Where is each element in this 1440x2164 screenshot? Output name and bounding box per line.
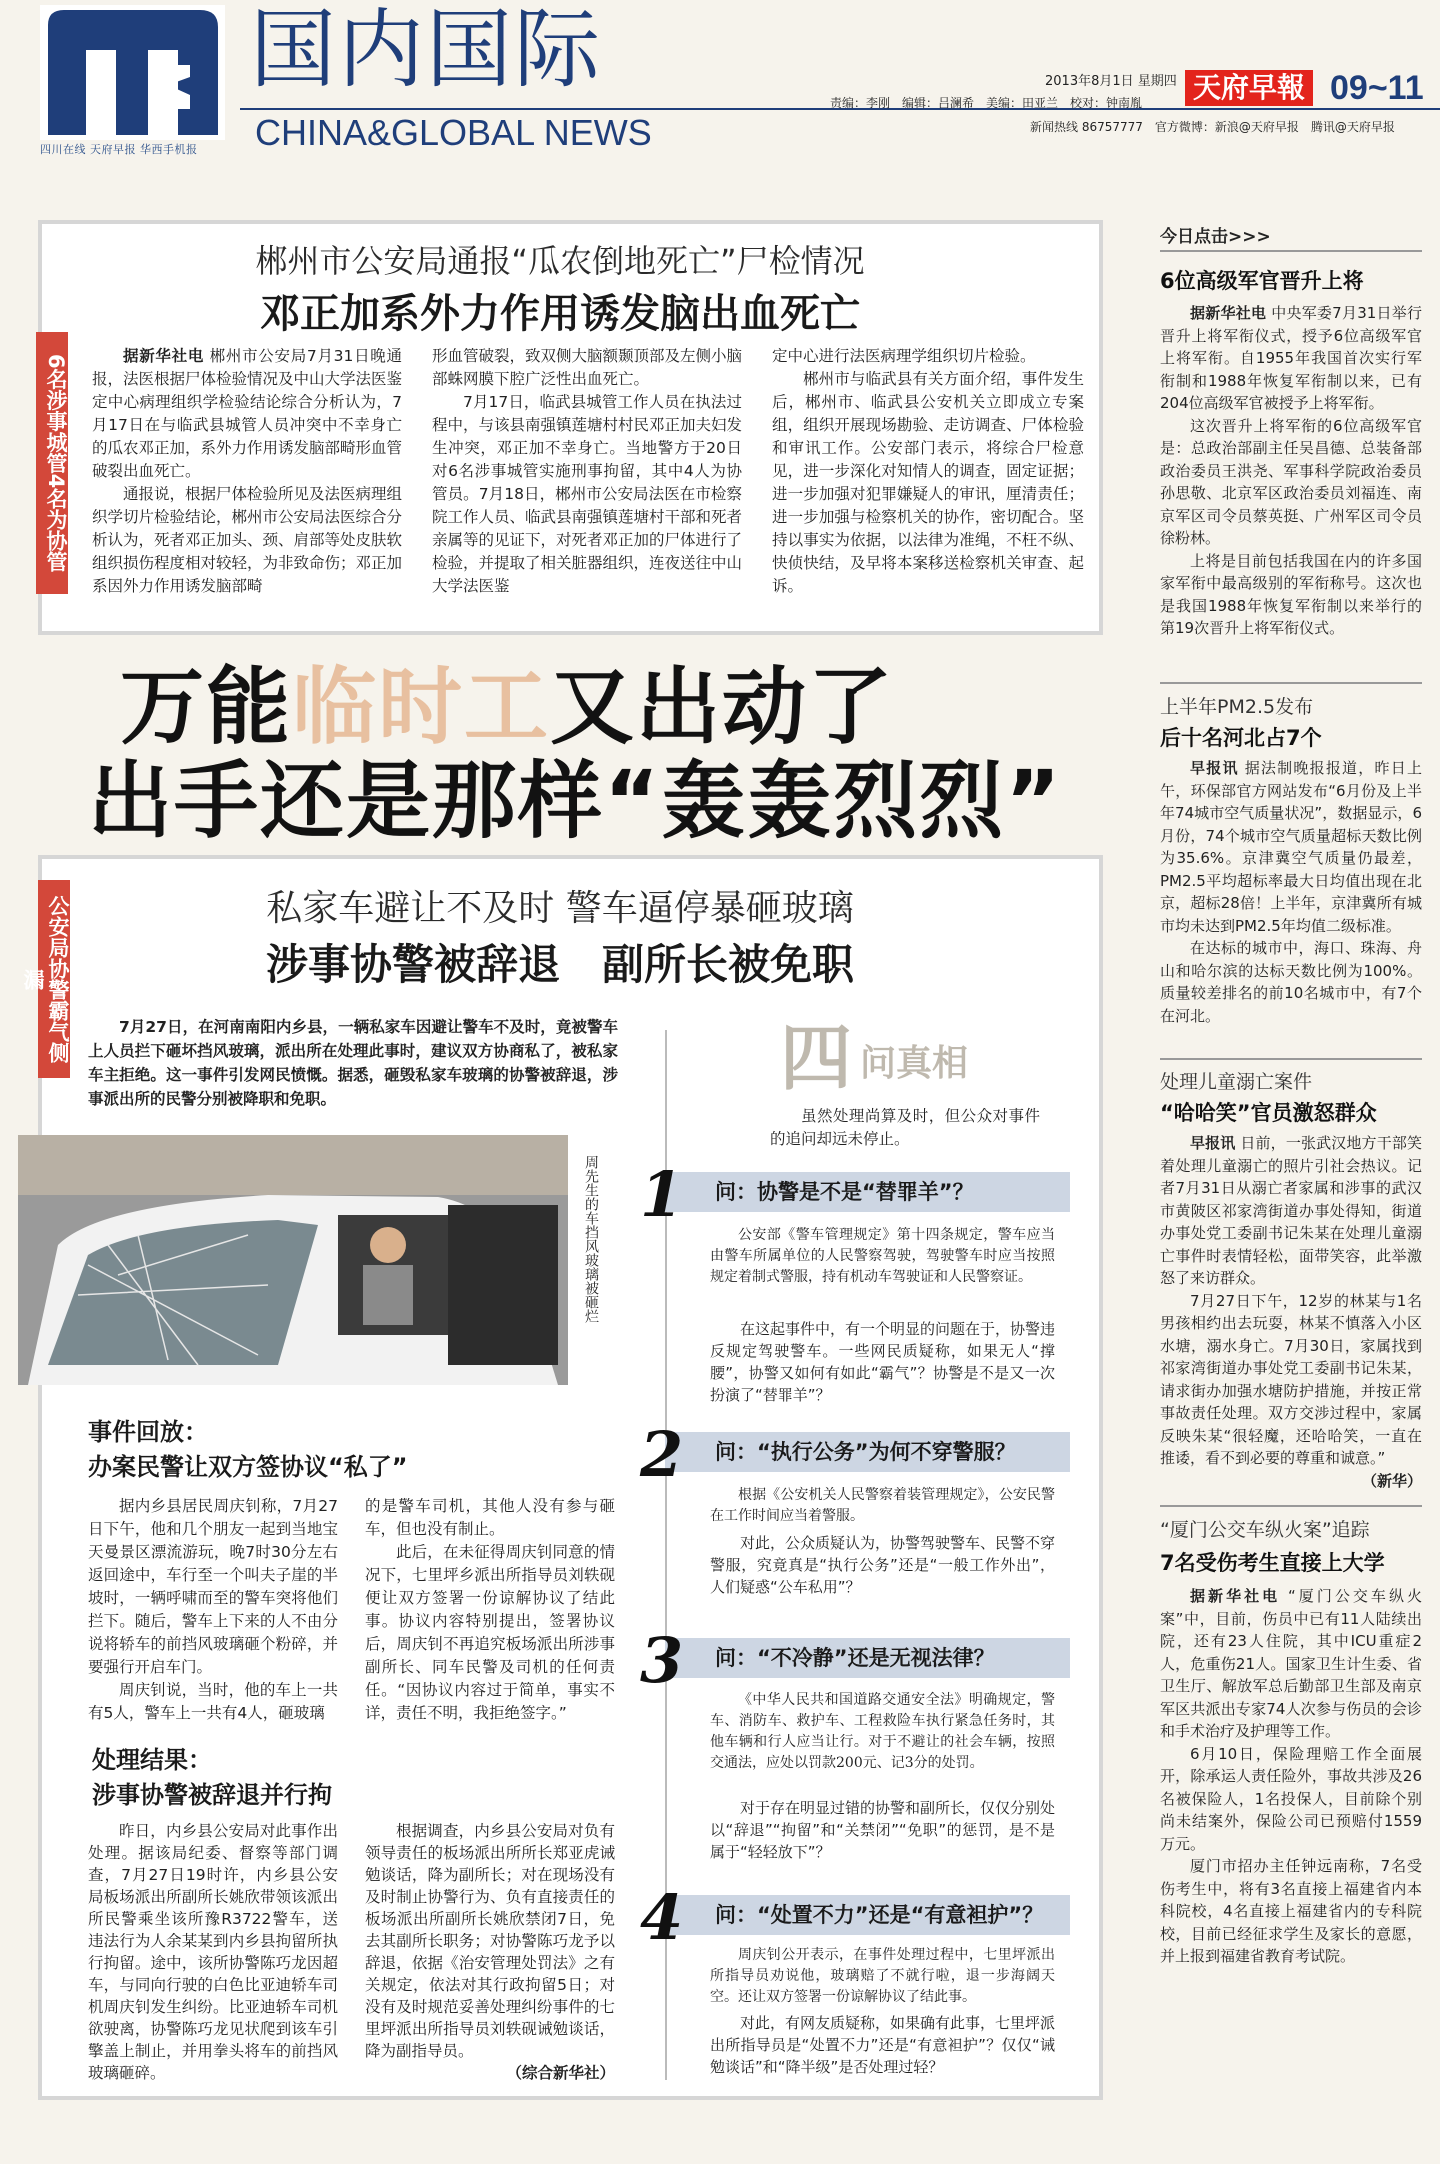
question-4-bar: 问：“处置不力”还是“有意袒护”？: [665, 1895, 1070, 1935]
brief-para: 这次晋升上将军衔的6位高级军官是：总政治部副主任吴昌德、总装备部政治委员王洪尧、军事科学院政治委员孙思敬、北京军区政治委员刘福连、南京军区司令员蔡英挺、广州军区司令员徐粉林。: [1160, 416, 1422, 547]
question-4-quote: 周庆钊公开表示，在事件处理过程中，七里坪派出所指导员劝说他，玻璃赔了不就行啦，退一步海阔天空。还让双方签署一份谅解协议了结此事。: [710, 1947, 1055, 2005]
section-replay-title: 办案民警让双方签协议“私了”: [88, 1453, 408, 1481]
today-click-label: 今日点击>>>: [1160, 227, 1271, 247]
brief2-title: 后十名河北占7个: [1160, 726, 1322, 750]
question-3-quote: 《中华人民共和国道路交通安全法》明确规定，警车、消防车、救护车、工程救险车执行紧急任务时，其他车辆和行人应当让行。对于不避让的社会车辆，按照交通法，应处以罚款200元、记3分的处罚。: [710, 1692, 1055, 1771]
question-2-bar: 问：“执行公务”为何不穿警服？: [665, 1432, 1070, 1472]
brief-para: 厦门市招办主任钟远南称，7名受伤考生中，将有3名直接上福建省内本科院校，4名直接上福建省内的专科院校，目前已经征求学生及家长的意愿，并上报到福建省教育考试院。: [1160, 1857, 1422, 1965]
story1-headline: 邓正加系外力作用诱发脑出血死亡: [260, 291, 860, 337]
story-tag-police: 公安局协警霸气侧漏: [38, 880, 70, 1078]
story1-para: 郴州市与临武县有关方面介绍，事件发生后，郴州市、临武县公安机关立即成立专案组，组织开展现场勘验、走访调查、尸体检验和审讯工作。公安部门表示，将综合尸检意见，进一步深化对知情人的调查，固定证据；进一步加强对犯罪嫌疑人的审讯，厘清责任；进一步加强与检察机关的协作，密切配合。坚持以事实为依据，以法律为准绳，不枉不纵、快侦快结，及早将本案移送检察机关审查、起诉。: [772, 370, 1084, 595]
headline-part: 万能: [120, 658, 293, 756]
brief4-title: 7名受伤考生直接上大学: [1160, 1551, 1385, 1575]
result-para: 根据调查，内乡县公安局对负有领导责任的板场派出所所长郑亚虎诫勉谈话，降为副所长；对在现场没有及时制止协警行为、负有直接责任的板场派出所副所长姚欣禁闭7日，免去其副所长职务；对协警陈巧龙予以辞退，依据《治安管理处罚法》之有关规定，依法对其行政拘留5日；对没有及时规范妥善处理纠纷事件的七里坪派出所指导员刘轶砚诫勉谈话，降为副指导员。: [365, 1822, 615, 2060]
story2-subheadline: 私家车避让不及时 警车逼停暴砸玻璃: [266, 888, 854, 929]
brief-para: “厦门公交车纵火案”中，目前，伤员中已有11人陆续出院，还有23人住院，其中ICU重症2人，危重伤21人。国家卫生计生委、省卫生厅、解放军总后勤部卫生部及南京军区共派出专家74人次参与伤员的会诊和手术治疗及护理等工作。: [1160, 1587, 1422, 1740]
brief2-body: [1160, 757, 1422, 1027]
brief1-title: 6位高级军官晋升上将: [1160, 269, 1364, 293]
headline-part: 又出动了: [550, 658, 895, 756]
photo-caption: 周先生的车挡风玻璃被砸烂: [583, 1155, 599, 1323]
question-2-quote: 根据《公安机关人民警察着装管理规定》，公安民警在工作时间应当着警服。: [710, 1487, 1055, 1524]
headline-highlight: 临时工: [292, 658, 551, 756]
section-subtitle: CHINA&GLOBAL NEWS: [255, 112, 652, 153]
four-questions-title: 问真相: [860, 1042, 969, 1084]
dateline: 早报讯: [1190, 1134, 1236, 1152]
brief-para: 中央军委7月31日举行晋升上将军衔仪式，授予6位高级军官上将军衔。自1955年我国首次实行军衔制和1988年恢复军衔制以来，已有204位高级军官被授予上将军衔。: [1160, 304, 1422, 412]
rule: [1160, 682, 1422, 684]
issue-date: 2013年8月1日 星期四: [1045, 74, 1177, 89]
story1-subheadline: 郴州市公安局通报“瓜农倒地死亡”尸检情况: [255, 242, 865, 280]
brief4-body: [1160, 1585, 1422, 1968]
result-para: 昨日，内乡县公安局对此事作出处理。据该局纪委、督察等部门调查，7月27日19时许，内乡县公安局板场派出所副所长姚欣带领该派出所民警乘坐该所豫R3722警车，送违法行为人余某某到内乡县拘留所执行拘留。途中，该所协警陈巧龙因超车，与同向行驶的白色比亚迪轿车司机周庆钊发生纠纷。比亚迪轿车司机欲驶离，协警陈巧龙见状爬到该车引擎盖上制止，并用拳头将车的前挡风玻璃砸碎。: [88, 1822, 338, 2082]
result-col1: [88, 1820, 338, 2084]
newspaper-logo: [40, 5, 225, 140]
question-1-bar: 问：协警是不是“替罪羊”？: [665, 1172, 1070, 1212]
brief4-pretitle: “厦门公交车纵火案”追踪: [1160, 1519, 1370, 1541]
hotline-line: 新闻热线 86757777 官方微博：新浪@天府早报 腾讯@天府早报: [1030, 120, 1395, 134]
replay-para: 的是警车司机，其他人没有参与砸车，但也没有制止。: [365, 1497, 615, 1538]
question-3-bar: 问：“不冷静”还是无视法律？: [665, 1638, 1070, 1678]
editors-line: 责编：李刚 编辑：吕澜希 美编：田亚兰 校对：钟南胤: [830, 96, 1143, 110]
story1-para: 通报说，根据尸体检验所见及法医病理组织学切片检验结论，郴州市公安局法医综合分析认为，死者邓正加头、颈、肩部等处皮肤软组织损伤程度相对较轻，为非致命伤；邓正加系因外力作用诱发脑部畸: [92, 485, 403, 595]
brief-para: 据法制晚报报道，昨日上午，环保部官方网站发布“6月份及上半年74城市空气质量状况”，数据显示，6月份，74个城市空气质量超标天数比例为35.6%。京津冀空气质量仍最差，PM2.5平均超标率最大日均值出现在北京，超标28倍！上半年，京津冀所有城市均未达到PM2.5年均值二级标准。: [1160, 759, 1422, 935]
brief1-body: [1160, 302, 1422, 640]
story2-intro: 7月27日，在河南南阳内乡县，一辆私家车因避让警车不及时，竟被警车上人员拦下砸坏挡风玻璃，派出所在处理此事时，建议双方协商私了，被私家车主拒绝。这一事件引发网民愤慨。据悉，砸毁私家车玻璃的协警被辞退，涉事派出所的民警分别被降职和免职。: [88, 1018, 618, 1108]
question-4-number: 4: [640, 1881, 684, 1954]
replay-para: 周庆钊说，当时，他的车上一共有5人，警车上一共有4人，砸玻璃: [88, 1681, 338, 1722]
brief-para: 在达标的城市中，海口、珠海、舟山和哈尔滨的达标天数比例为100%。质量较差排名的前10名城市中，有7个在河北。: [1160, 939, 1422, 1025]
story1-col2: [432, 345, 742, 598]
result-col2: [365, 1820, 615, 2084]
dateline: 据新华社电: [1190, 1587, 1281, 1605]
dateline: 据新华社电: [1190, 304, 1267, 322]
brief2-pretitle: 上半年PM2.5发布: [1160, 696, 1314, 718]
story1-col3: [772, 345, 1084, 598]
rule: [1160, 250, 1422, 252]
page-range: 09~11: [1330, 69, 1424, 107]
section-result-title: 涉事协警被辞退并行拘: [92, 1781, 332, 1809]
dateline: 据新华社电: [123, 347, 205, 365]
story1-para: 定中心进行法医病理学组织切片检验。: [772, 347, 1036, 365]
section-result-label: 处理结果：: [92, 1746, 212, 1774]
question-2-body: 对此，公众质疑认为，协警驾驶警车、民警不穿警服，究竟真是“执行公务”还是“一般工作外出”，人们疑惑“公车私用”？: [710, 1534, 1056, 1596]
story-tag-chengguan: 6名涉事城管4名为协管: [36, 332, 68, 594]
rule: [1160, 1058, 1422, 1060]
question-3-number: 3: [640, 1624, 684, 1697]
question-4-body: 对此，有网友质疑称，如果确有此事，七里坪派出所指导员是“处置不力”还是“有意袒护”？仅仅“诫勉谈话”和“降半级”是否处理过轻？: [710, 2014, 1056, 2076]
section-replay-label: 事件回放：: [88, 1418, 208, 1446]
brief-para: 日前，一张武汉地方干部笑着处理儿童溺亡的照片引社会热议。记者7月31日从溺亡者家属和涉事的武汉市黄陂区祁家湾街道办事处得知，街道办事处党工委副书记朱某在处理儿童溺亡事件时表情轻松，面带笑容，此举激怒了来访群众。: [1160, 1134, 1422, 1287]
question-1-body: 在这起事件中，有一个明显的问题在于，协警违反规定驾驶警车。一些网民质疑称，如果无人“撑腰”，协警又如何有如此“霸气”？协警是不是又一次扮演了“替罪羊”？: [710, 1320, 1056, 1404]
main-headline-line2: 出手还是那样“轰轰烈烈”: [88, 752, 1063, 850]
replay-para: 据内乡县居民周庆钊称，7月27日下午，他和几个朋友一起到当地宝天曼景区漂流游玩，晚7时30分左右返回途中，车行至一个叫夫子崖的半坡时，一辆呼啸而至的警车突将他们拦下。随后，警车上下来的人不由分说将轿车的前挡风玻璃砸个粉碎，并要强行开启车门。: [88, 1497, 338, 1676]
replay-col2: [365, 1495, 615, 1725]
logo-caption: 四川在线 天府早报 华西手机报: [40, 143, 198, 156]
section-title: 国内国际: [250, 0, 602, 100]
brief3-credit: （新华）: [1361, 1471, 1422, 1490]
question-1-quote: 公安部《警车管理规定》第十四条规定，警车应当由警车所属单位的人民警察驾驶，驾驶警车时应当按照规定着制式警服，持有机动车驾驶证和人民警察证。: [710, 1227, 1055, 1285]
story1-para: 形血管破裂，致双侧大脑额颞顶部及左侧小脑部蛛网膜下腔广泛性出血死亡。: [432, 347, 743, 388]
replay-para: 此后，在未征得周庆钊同意的情况下，七里坪乡派出所指导员刘轶砚便让双方签署一份谅解协议了结此事。协议内容特别提出，签署协议后，周庆钊不再追究板场派出所涉事副所长、同车民警及司机的任何责任。“因协议内容过于简单，事实不详，责任不明，我拒绝签字。”: [365, 1543, 615, 1722]
brief3-title: “哈哈笑”官员激怒群众: [1160, 1101, 1377, 1125]
smashed-windshield-photo: [18, 1135, 568, 1385]
result-credit: （综合新华社）: [506, 2064, 615, 2082]
story2-headline: 涉事协警被辞退 副所长被免职: [265, 940, 854, 989]
replay-col1: [88, 1495, 338, 1725]
brief-para: 6月10日，保险理赔工作全面展开，除承运人责任险外，事故共涉及26名被保险人，1名投保人，目前除个别尚未结案外，保险公司已预赔付1559万元。: [1160, 1744, 1422, 1853]
brief-para: 上将是目前包括我国在内的许多国家军衔中最高级别的军衔称号。这次也是我国1988年恢复军衔制以来举行的第19次晋升上将军衔仪式。: [1160, 551, 1422, 637]
brief3-body: [1160, 1132, 1422, 1492]
four-questions-numeral: 四: [780, 1015, 853, 1100]
brief3-pretitle: 处理儿童溺亡案件: [1160, 1071, 1313, 1093]
story1-para: 7月17日，临武县城管工作人员在执法过程中，与该县南强镇莲塘村村民邓正加夫妇发生冲突，邓正加不幸身亡。当地警方于20日对6名涉事城管实施刑事拘留，其中4人为协管员。7月18日，郴州市公安局法医在市检察院工作人员、临武县南强镇莲塘村干部和死者亲属等的见证下，对死者邓正加的尸体进行了检验，并提取了相关脏器组织，连夜送往中山大学法医鉴: [432, 393, 743, 595]
rule: [1160, 1505, 1422, 1507]
story1-para: 郴州市公安局7月31日晚通报，法医根据尸体检验情况及中山大学法医鉴定中心病理组织学检验结论综合分析认为，7月17日在与临武县城管人员冲突中不幸身亡的瓜农邓正加，系外力作用诱发脑部畸形血管破裂出血死亡。: [92, 347, 403, 480]
question-1-number: 1: [640, 1158, 684, 1231]
question-3-body: 对于存在明显过错的协警和副所长，仅仅分别处以“辞退”“拘留”和“关禁闭”“免职”的惩罚，是不是属于“轻轻放下”？: [710, 1799, 1056, 1861]
four-questions-intro: 虽然处理尚算及时，但公众对事件的追问却远未停止。: [770, 1107, 1040, 1148]
question-2-number: 2: [640, 1418, 684, 1491]
brand-badge: 天府早報: [1185, 70, 1313, 106]
dateline: 早报讯: [1190, 759, 1239, 777]
brief-para: 7月27日下午，12岁的林某与1名男孩相约出去玩耍，林某不慎落入小区水塘，溺水身亡。7月30日，家属找到祁家湾街道办事处党工委副书记朱某，请求街办加强水塘防护措施，并按正常事故责任处理。双方交涉过程中，家属反映朱某“很轻魔，还哈哈笑，一直在推诿，看不到必要的尊重和诚意。”: [1160, 1291, 1422, 1467]
story1-col1: [92, 345, 402, 598]
